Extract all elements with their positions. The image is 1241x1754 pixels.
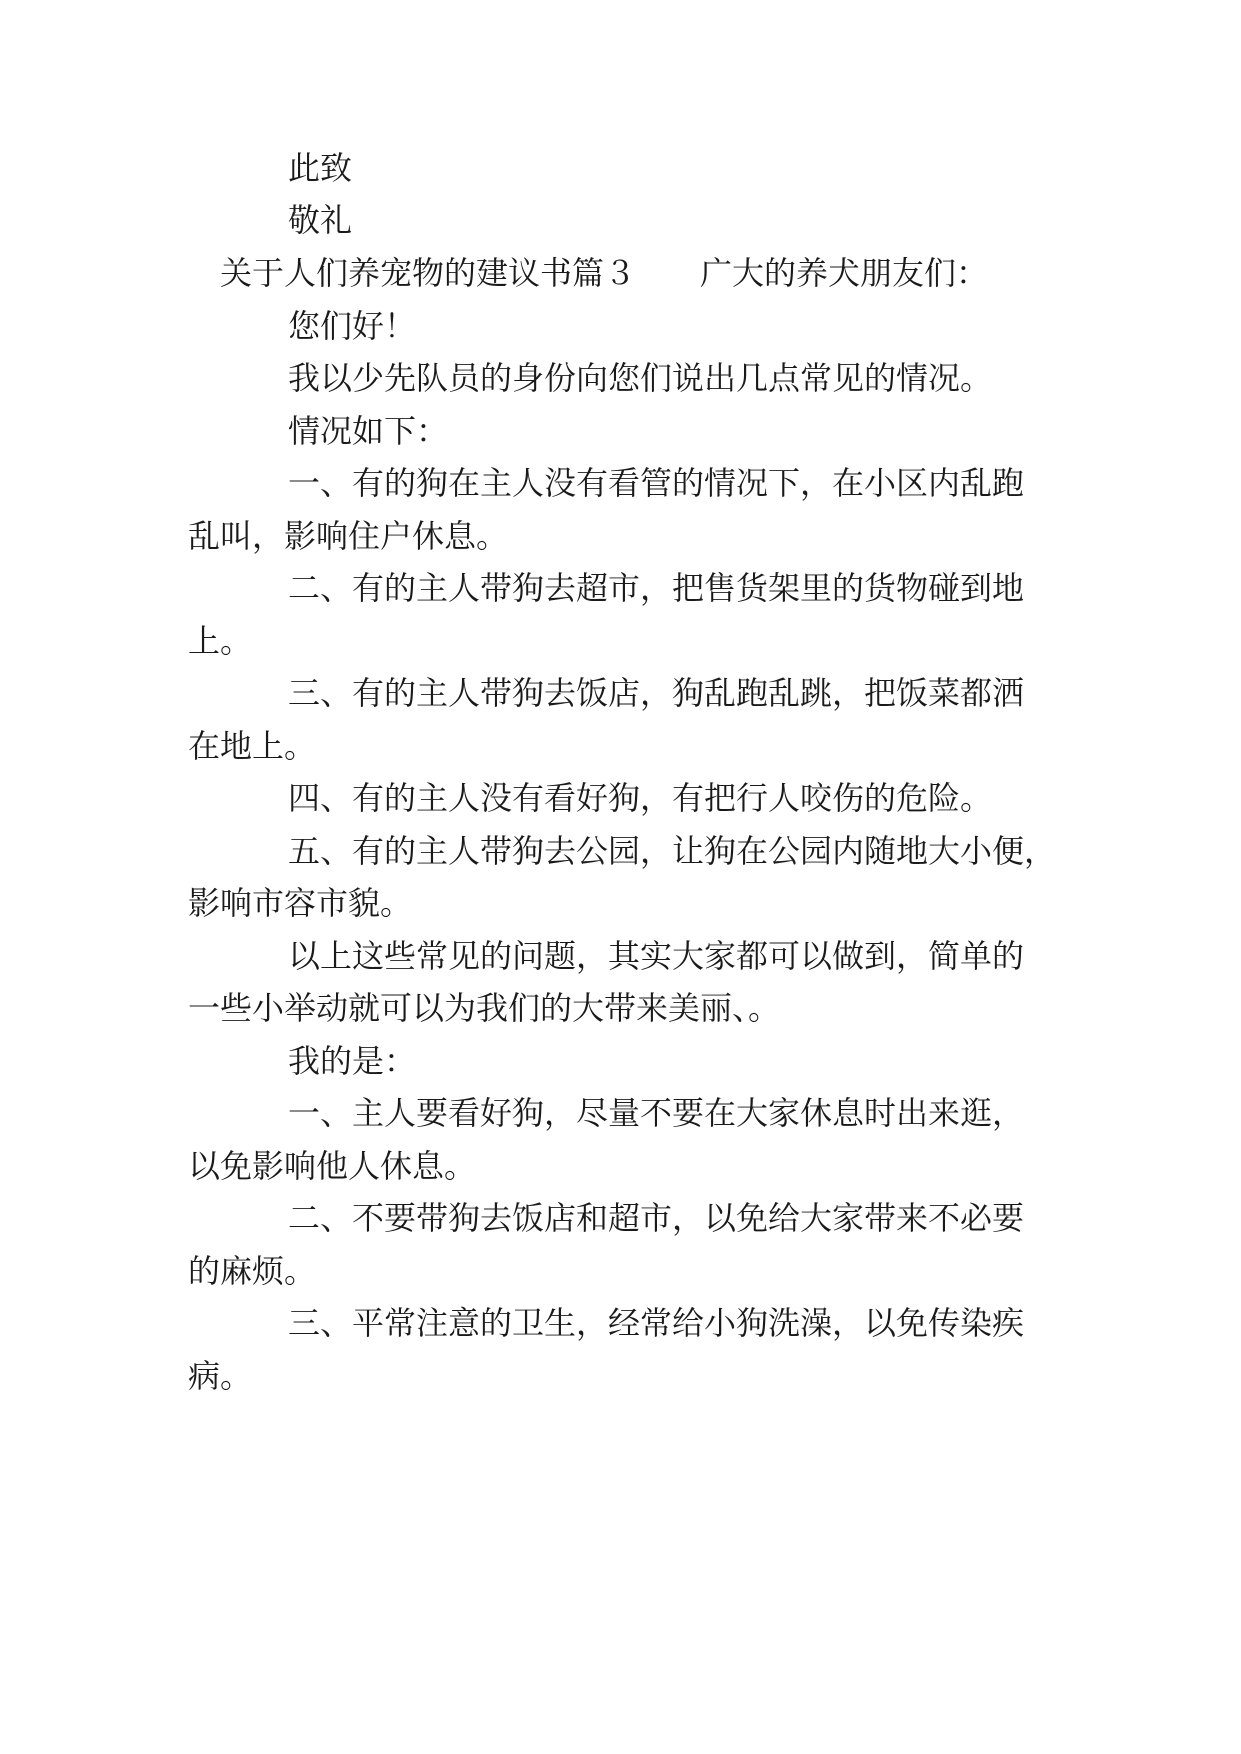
situation-1-line-1: 一、有的狗在主人没有看管的情况下，在小区内乱跑 [288, 464, 1025, 502]
closing-ci-zhi: 此致 [288, 149, 353, 187]
situation-2-line-2: 上。 [188, 622, 253, 660]
situation-2-line-1: 二、有的主人带狗去超市，把售货架里的货物碰到地 [288, 569, 1025, 607]
suggestion-3-line-1: 三、平常注意的卫生，经常给小狗洗澡，以免传染疾 [288, 1304, 1025, 1342]
situation-3-line-1: 三、有的主人带狗去饭店，狗乱跑乱跳，把饭菜都洒 [288, 674, 1025, 712]
situation-3-line-2: 在地上。 [188, 727, 317, 765]
suggestion-1-line-2: 以免影响他人休息。 [188, 1147, 477, 1185]
situation-label: 情况如下： [288, 412, 449, 450]
suggestion-2-line-1: 二、不要带狗去饭店和超市，以免给大家带来不必要 [288, 1199, 1025, 1237]
situation-5-line-2: 影响市容市貌。 [188, 884, 413, 922]
summary-line-2: 一些小举动就可以为我们的大带来美丽、。 [188, 989, 781, 1027]
situation-4: 四、有的主人没有看好狗，有把行人咬伤的危险。 [288, 779, 993, 817]
greeting: 您们好！ [288, 307, 417, 345]
closing-jing-li: 敬礼 [288, 201, 353, 239]
suggestion-2-line-2: 的麻烦。 [188, 1252, 317, 1290]
suggestion-label: 我的是： [288, 1042, 417, 1080]
situation-5-line-1: 五、有的主人带狗去公园，让狗在公园内随地大小便， [288, 832, 1057, 870]
heading-line [220, 253, 1241, 293]
document-title: 关于人们养宠物的建议书篇３ [220, 254, 637, 292]
suggestion-1-line-1: 一、主人要看好狗，尽量不要在大家休息时出来逛， [288, 1094, 1025, 1132]
situation-1-line-2: 乱叫，影响住户休息。 [188, 517, 509, 555]
suggestion-3-line-2: 病。 [188, 1357, 253, 1395]
summary-line-1: 以上这些常见的问题，其实大家都可以做到，简单的 [288, 937, 1025, 975]
salutation: 广大的养犬朋友们： [700, 254, 989, 292]
intro-paragraph: 我以少先队员的身份向您们说出几点常见的情况。 [288, 359, 993, 397]
